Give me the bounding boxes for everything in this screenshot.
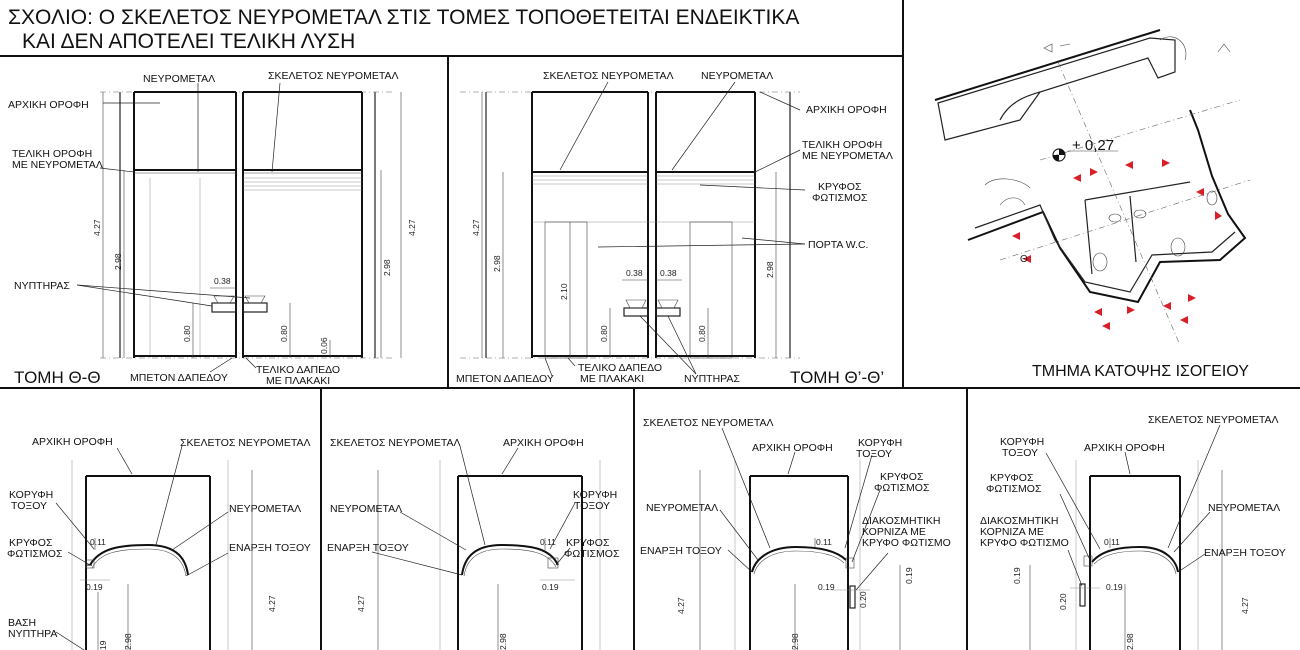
label-sink: ΝΥΠΤΗΡΑΣ bbox=[14, 280, 70, 292]
label-arch-top-2: ΤΟΞΟΥ bbox=[574, 500, 611, 512]
label-arch-start: ΕΝΑΡΞΗ ΤΟΞΟΥ bbox=[229, 542, 311, 554]
arch-line bbox=[1092, 547, 1178, 572]
dim-height-room: 2.98 bbox=[113, 253, 123, 270]
dim-6: 2.98 bbox=[790, 633, 800, 650]
label-cornice-1: ΔΙΑΚΟΣΜΗΤΙΚΗ bbox=[980, 515, 1059, 527]
dim-3: 0.19 bbox=[1012, 567, 1022, 584]
arch-line bbox=[462, 545, 558, 575]
dim-height-room: 2.98 bbox=[492, 255, 502, 272]
level-value: + 0,27 bbox=[1072, 137, 1115, 154]
label-hidden-light-2: ΦΩΤΙΣΜΟΣ bbox=[564, 548, 620, 560]
dim-4: 2.98 bbox=[123, 633, 133, 650]
dim-height-total: 4.27 bbox=[92, 219, 102, 236]
label-final-ceiling-1: ΤΕΛΙΚΗ ΟΡΟΦΗ bbox=[802, 139, 883, 151]
plan-sink-2 bbox=[1134, 210, 1146, 218]
dim-sink-height-right: 0.80 bbox=[697, 325, 707, 342]
label-arch-start: ΕΝΑΡΞΗ ΤΟΞΟΥ bbox=[327, 542, 409, 554]
label-arch-top-1: ΚΟΡΥΦΗ bbox=[858, 437, 903, 449]
label-skeleton: ΣΚΕΛΕΤΟΣ ΝΕΥΡΟΜΕΤΑΛ bbox=[1148, 414, 1279, 426]
dim-sink-width-right: 0.38 bbox=[660, 268, 677, 278]
label-neurometal: ΝΕΥΡΟΜΕΤΑΛ bbox=[1208, 502, 1281, 514]
dim-floor-thickness: 0.06 bbox=[319, 337, 329, 354]
label-final-floor-1: ΤΕΛΙΚΟ ΔΑΠΕΔΟ bbox=[578, 362, 663, 374]
label-arch-top-1: ΚΟΡΥΦΗ bbox=[1000, 436, 1045, 448]
dim-2: 0.19 bbox=[542, 582, 559, 592]
sink-right bbox=[656, 308, 680, 316]
dim-door-height: 2.10 bbox=[559, 283, 569, 300]
label-skeleton: ΣΚΕΛΕΤΟΣ ΝΕΥΡΟΜΕΤΑΛ bbox=[643, 417, 774, 429]
label-neurometal: ΝΕΥΡΟΜΕΤΑΛ bbox=[646, 502, 719, 514]
plan-title: ΤΜΗΜΑ ΚΑΤΟΨΗΣ ΙΣΟΓΕΙΟΥ bbox=[1032, 363, 1249, 380]
label-final-ceiling-2: ΜΕ ΝΕΥΡΟΜΕΤΑΛ bbox=[12, 159, 103, 171]
label-original-ceiling: ΑΡΧΙΚΗ ΟΡΟΦΗ bbox=[32, 436, 113, 448]
label-cornice-3: ΚΡΥΦΟ ΦΩΤΙΣΜΟ bbox=[980, 537, 1069, 549]
dim-height-total: 4.27 bbox=[471, 219, 481, 236]
dim-height-room-right: 2.98 bbox=[382, 259, 392, 276]
dim-5: 4.27 bbox=[1240, 597, 1250, 614]
label-final-floor-2: ΜΕ ΠΛΑΚΑΚΙ bbox=[266, 375, 331, 387]
dim-2: 0.19 bbox=[1106, 582, 1123, 592]
section-markers bbox=[1012, 159, 1222, 330]
dim-height-total-right: 4.27 bbox=[407, 219, 417, 236]
note-line-1: ΣΧΟΛΙΟ: Ο ΣΚΕΛΕΤΟΣ ΝΕΥΡΟΜΕΤΑΛ ΣΤΙΣ ΤΟΜΕΣ ΤΟΠΟΘΕΤΕΙΤΑΙ ΕΝΔΕΙΚΤΙΚΑ bbox=[8, 6, 800, 29]
label-hidden-light-1: ΚΡΥΦΟΣ bbox=[818, 181, 862, 193]
note-line-2: ΚΑΙ ΔΕΝ ΑΠΟΤΕΛΕΙ ΤΕΛΙΚΗ ΛΥΣΗ bbox=[22, 30, 356, 53]
label-wc-door: ΠΟΡΤΑ W.C. bbox=[808, 239, 869, 251]
label-original-ceiling: ΑΡΧΙΚΗ ΟΡΟΦΗ bbox=[8, 99, 89, 111]
label-hidden-light-2: ΦΩΤΙΣΜΟΣ bbox=[7, 548, 63, 560]
label-final-floor-2: ΜΕ ΠΛΑΚΑΚΙ bbox=[580, 373, 645, 385]
label-arch-top-1: ΚΟΡΥΦΗ bbox=[573, 489, 618, 501]
label-cornice-2: ΚΟΡΝΙΖΑ ΜΕ bbox=[862, 526, 926, 538]
label-neurometal: ΝΕΥΡΟΜΕΤΑΛ bbox=[701, 70, 774, 82]
floor-plan bbox=[935, 30, 1250, 380]
label-hidden-light-1: ΚΡΥΦΟΣ bbox=[566, 537, 610, 549]
plan-axis bbox=[1058, 62, 1180, 345]
label-hidden-light-2: ΦΩΤΙΣΜΟΣ bbox=[812, 192, 868, 204]
dim-3: 0.20 bbox=[858, 591, 868, 608]
dim-4: 2.98 bbox=[498, 633, 508, 650]
label-original-ceiling: ΑΡΧΙΚΗ ΟΡΟΦΗ bbox=[1084, 442, 1165, 454]
section-title: ΤΟΜΗ Θ’-Θ’ bbox=[790, 368, 885, 387]
label-final-ceiling-2: ΜΕ ΝΕΥΡΟΜΕΤΑΛ bbox=[802, 150, 893, 162]
dim-2: 0.19 bbox=[818, 582, 835, 592]
dim-sink-height-left: 0.80 bbox=[182, 325, 192, 342]
dim-3: 4.27 bbox=[267, 595, 277, 612]
section-title: ΤΟΜΗ Θ-Θ bbox=[14, 368, 101, 387]
label-hidden-light-1: ΚΡΥΦΟΣ bbox=[9, 537, 53, 549]
cornice bbox=[850, 586, 855, 608]
sink-right bbox=[243, 303, 267, 312]
dim-sink-width-left: 0.38 bbox=[626, 268, 643, 278]
label-skeleton: ΣΚΕΛΕΤΟΣ ΝΕΥΡΟΜΕΤΑΛ bbox=[330, 437, 461, 449]
label-arch-start: ΕΝΑΡΞΗ ΤΟΞΟΥ bbox=[640, 545, 722, 557]
dim-5: 4.27 bbox=[676, 597, 686, 614]
label-hidden-light-2: ΦΩΤΙΣΜΟΣ bbox=[874, 482, 930, 494]
label-sink-base-1: ΒΑΣΗ bbox=[8, 617, 37, 629]
dim-3: 4.27 bbox=[356, 595, 366, 612]
label-arch-top-1: ΚΟΡΥΦΗ bbox=[9, 489, 54, 501]
label-arch-top-2: ΤΟΞΟΥ bbox=[11, 500, 48, 512]
label-final-floor-1: ΤΕΛΙΚΟ ΔΑΠΕΔΟ bbox=[256, 364, 341, 376]
label-cornice-2: ΚΟΡΝΙΖΑ ΜΕ bbox=[980, 526, 1044, 538]
label-original-ceiling: ΑΡΧΙΚΗ ΟΡΟΦΗ bbox=[503, 437, 584, 449]
label-sink-base-2: ΝΥΠΤΗΡΑ bbox=[8, 628, 58, 640]
dim-4: 0.19 bbox=[904, 567, 914, 584]
label-skeleton: ΣΚΕΛΕΤΟΣ ΝΕΥΡΟΜΕΤΑΛ bbox=[543, 70, 674, 82]
label-concrete-floor: ΜΠΕΤΟΝ ΔΑΠΕΔΟΥ bbox=[130, 372, 228, 384]
cornice bbox=[1080, 584, 1085, 606]
plan-sink-1 bbox=[1109, 214, 1121, 222]
detail-4 bbox=[980, 414, 1286, 650]
dim-2: 0.19 bbox=[86, 582, 103, 592]
plan-wc-1 bbox=[1093, 253, 1107, 271]
label-original-ceiling: ΑΡΧΙΚΗ ΟΡΟΦΗ bbox=[752, 442, 833, 454]
label-sinks: ΝΥΠΤΗΡΑΣ bbox=[684, 373, 740, 385]
detail-1 bbox=[7, 436, 311, 650]
label-hidden-light-1: ΚΡΥΦΟΣ bbox=[990, 472, 1034, 484]
section-theta-prime bbox=[456, 70, 893, 387]
dim-1: 0.11 bbox=[1104, 537, 1120, 547]
label-hidden-light-2: ΦΩΤΙΣΜΟΣ bbox=[986, 483, 1042, 495]
sink-left bbox=[212, 303, 236, 312]
dim-sink-width: 0.38 bbox=[214, 276, 231, 286]
label-hidden-light-1: ΚΡΥΦΟΣ bbox=[880, 471, 924, 483]
section-theta-theta bbox=[8, 70, 417, 387]
label-original-ceiling: ΑΡΧΙΚΗ ΟΡΟΦΗ bbox=[806, 104, 887, 116]
dim-sink-height-left: 0.80 bbox=[599, 325, 609, 342]
dim-1: 0.11 bbox=[540, 537, 556, 547]
label-cornice-1: ΔΙΑΚΟΣΜΗΤΙΚΗ bbox=[862, 515, 941, 527]
label-skeleton: ΣΚΕΛΕΤΟΣ ΝΕΥΡΟΜΕΤΑΛ bbox=[268, 70, 399, 82]
label-arch-top-2: ΤΟΞΟΥ bbox=[856, 448, 893, 460]
label-skeleton: ΣΚΕΛΕΤΟΣ ΝΕΥΡΟΜΕΤΑΛ bbox=[180, 437, 311, 449]
dim-1: 0.11 bbox=[816, 537, 832, 547]
label-neurometal: ΝΕΥΡΟΜΕΤΑΛ bbox=[229, 503, 302, 515]
label-arch-start: ΕΝΑΡΞΗ ΤΟΞΟΥ bbox=[1204, 547, 1286, 559]
sink-left bbox=[624, 308, 648, 316]
dim-1: 0.11 bbox=[90, 537, 106, 547]
detail-2 bbox=[327, 437, 620, 650]
dim-5: 19 bbox=[98, 640, 108, 650]
label-concrete-floor: ΜΠΕΤΟΝ ΔΑΠΕΔΟΥ bbox=[456, 373, 554, 385]
detail-3 bbox=[640, 417, 951, 650]
label-final-ceiling-1: ΤΕΛΙΚΗ ΟΡΟΦΗ bbox=[12, 148, 93, 160]
label-cornice-3: ΚΡΥΦΟ ΦΩΤΙΣΜΟ bbox=[862, 537, 951, 549]
dim-6: 2.98 bbox=[1125, 633, 1135, 650]
dim-height-room-right: 2.98 bbox=[765, 261, 775, 278]
label-arch-top-2: ΤΟΞΟΥ bbox=[1002, 447, 1039, 459]
label-neurometal: ΝΕΥΡΟΜΕΤΑΛ bbox=[330, 503, 403, 515]
section-marker-letter: Θ bbox=[1020, 254, 1028, 265]
label-neurometal: ΝΕΥΡΟΜΕΤΑΛ bbox=[143, 73, 216, 85]
dim-4: 0.20 bbox=[1058, 593, 1068, 610]
dim-sink-height-right: 0.80 bbox=[279, 325, 289, 342]
